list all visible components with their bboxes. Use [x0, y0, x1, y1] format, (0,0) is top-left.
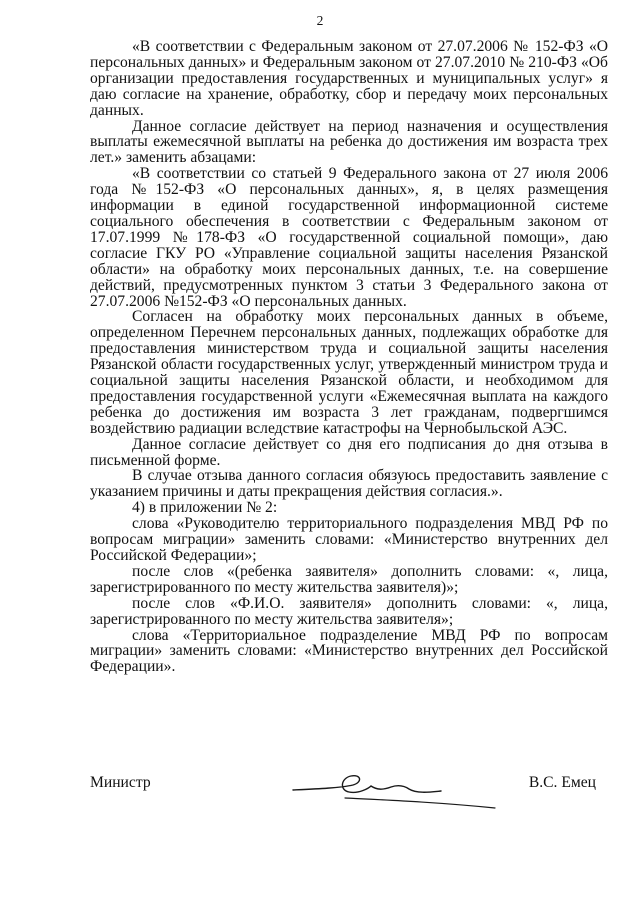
- paragraph-agreement-scope: Согласен на обработку моих персональных данных в объеме, определенном Перечнем персональных данных, подлежащих обработке для предоставления министерством труда и социальной защиты населения Рязанской области государственных услуг, утвержденный министром труда и социальной защиты населения Рязанской области, и необходимом для предоставления государственной услуги «Ежемесячная выплата на каждого ребенка до достижения им возраста 3 лет гражданам, подвергшимся воздействию радиации вследствие катастрофы на Чернобыльской АЭС.: [90, 308, 608, 437]
- handwritten-signature: [285, 768, 505, 812]
- paragraph-revocation: В случае отзыва данного согласия обязуюсь предоставить заявление с указанием причины и даты прекращения действия согласия.».: [90, 467, 608, 501]
- signature-stroke: [293, 776, 441, 793]
- document-body: [90, 39, 608, 675]
- paragraph-consent-period: Данное согласие действует на период назначения и осуществления выплаты ежемесячной выплаты на ребенка до достижения им возраста трех лет.» заменить абзацами:: [90, 117, 608, 167]
- signer-name: В.С. Емец: [528, 774, 596, 791]
- paragraph-amendment-3: после слов «Ф.И.О. заявителя» дополнить словами: «, лица, зарегистрированного по месту жительства заявителя»;: [90, 594, 608, 628]
- page-number: 2: [316, 13, 324, 28]
- paragraph-new-consent: «В соответствии со статьей 9 Федерального закона от 27 июля 2006 года №152-ФЗ «О персональных данных», я, в целях размещения информации в единой государственной информационной системе социального обеспечения в соответствии с Федеральным законом от 17.07.1999 №178-ФЗ «О государственной социальной помощи», даю согласие ГКУ РО «Управление социальной защиты населения Рязанской области» на обработку моих персональных данных, т.е. на совершение действий, предусмотренных пунктом 3 статьи 3 Федерального закона от 27.07.2006 №152-ФЗ «О персональных данных.: [90, 165, 608, 310]
- paragraph-consent-text: «В соответствии с Федеральным законом от 27.07.2006 № 152-ФЗ «О персональных данных» и Федеральным законом от 27.07.2010 № 210-ФЗ «Об организации предоставления государственных и муниципальных услуг» я даю согласие на хранение, обработку, сбор и передачу моих персональных данных.: [90, 38, 608, 119]
- paragraph-amendment-4: слова «Территориальное подразделение МВД РФ по вопросам миграции» заменить словами: «Министерство внутренних дел Российской Федерации».: [90, 626, 608, 676]
- paragraph-validity: Данное согласие действует со дня его подписания до дня отзыва в письменной форме.: [90, 435, 608, 469]
- signature-stroke: [345, 798, 495, 808]
- paragraph-amendment-2: после слов «(ребенка заявителя» дополнить словами: «, лица, зарегистрированного по месту жительства заявителя)»;: [90, 562, 608, 596]
- paragraph-amendment-1: слова «Руководителю территориального подразделения МВД РФ по вопросам миграции» заменить словами: «Министерство внутренних дел Российской Федерации»;: [90, 515, 608, 564]
- signer-title: Министр: [90, 774, 151, 791]
- paragraph-appendix-heading: 4) в приложении № 2:: [132, 499, 278, 517]
- signature-block: [90, 770, 608, 830]
